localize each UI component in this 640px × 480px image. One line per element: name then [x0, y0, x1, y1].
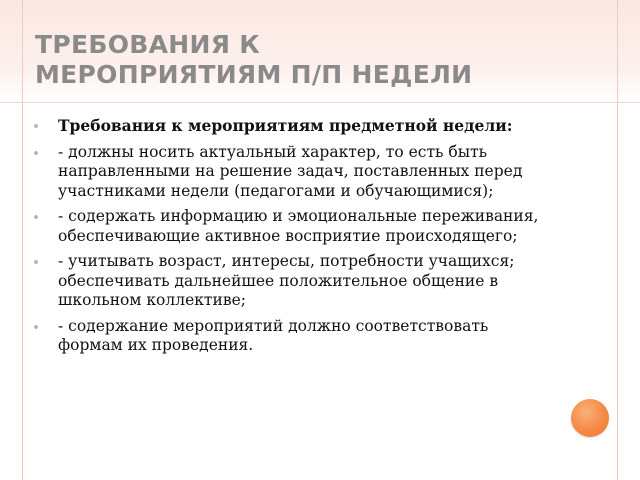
list-item-text: Требования к мероприятиям предметной недели:	[58, 116, 513, 135]
bullet-dot-icon	[34, 124, 38, 128]
left-margin-rule	[22, 0, 23, 480]
slide-title-line-2: МЕРОПРИЯТИЯМ П/П НЕДЕЛИ	[35, 60, 473, 89]
list-item	[34, 317, 554, 356]
slide-title-line-1: ТРЕБОВАНИЯ К	[35, 30, 260, 59]
decorative-circle-icon	[571, 399, 609, 437]
bullet-dot-icon	[34, 260, 38, 264]
list-item-text: - содержать информацию и эмоциональные переживания, обеспечивающие активное восприятие происходящего;	[58, 207, 539, 245]
list-item	[34, 116, 554, 137]
list-item	[34, 207, 554, 246]
bullet-dot-icon	[34, 215, 38, 219]
right-margin-rule	[617, 0, 618, 480]
header-divider	[0, 102, 640, 103]
list-item-text: - содержание мероприятий должно соответствовать формам их проведения.	[58, 316, 489, 354]
list-item	[34, 252, 554, 311]
slide-title	[35, 30, 595, 90]
bullet-dot-icon	[34, 325, 38, 329]
list-item-text: - учитывать возраст, интересы, потребности учащихся; обеспечивать дальнейшее положительное общение в школьном коллективе;	[58, 252, 515, 309]
list-item	[34, 143, 554, 202]
bullet-dot-icon	[34, 151, 38, 155]
bullet-list	[34, 116, 554, 362]
list-item-text: - должны носить актуальный характер, то есть быть направленными на решение задач, поставленных перед участниками недели (педагогами и обучающимися);	[58, 142, 523, 200]
